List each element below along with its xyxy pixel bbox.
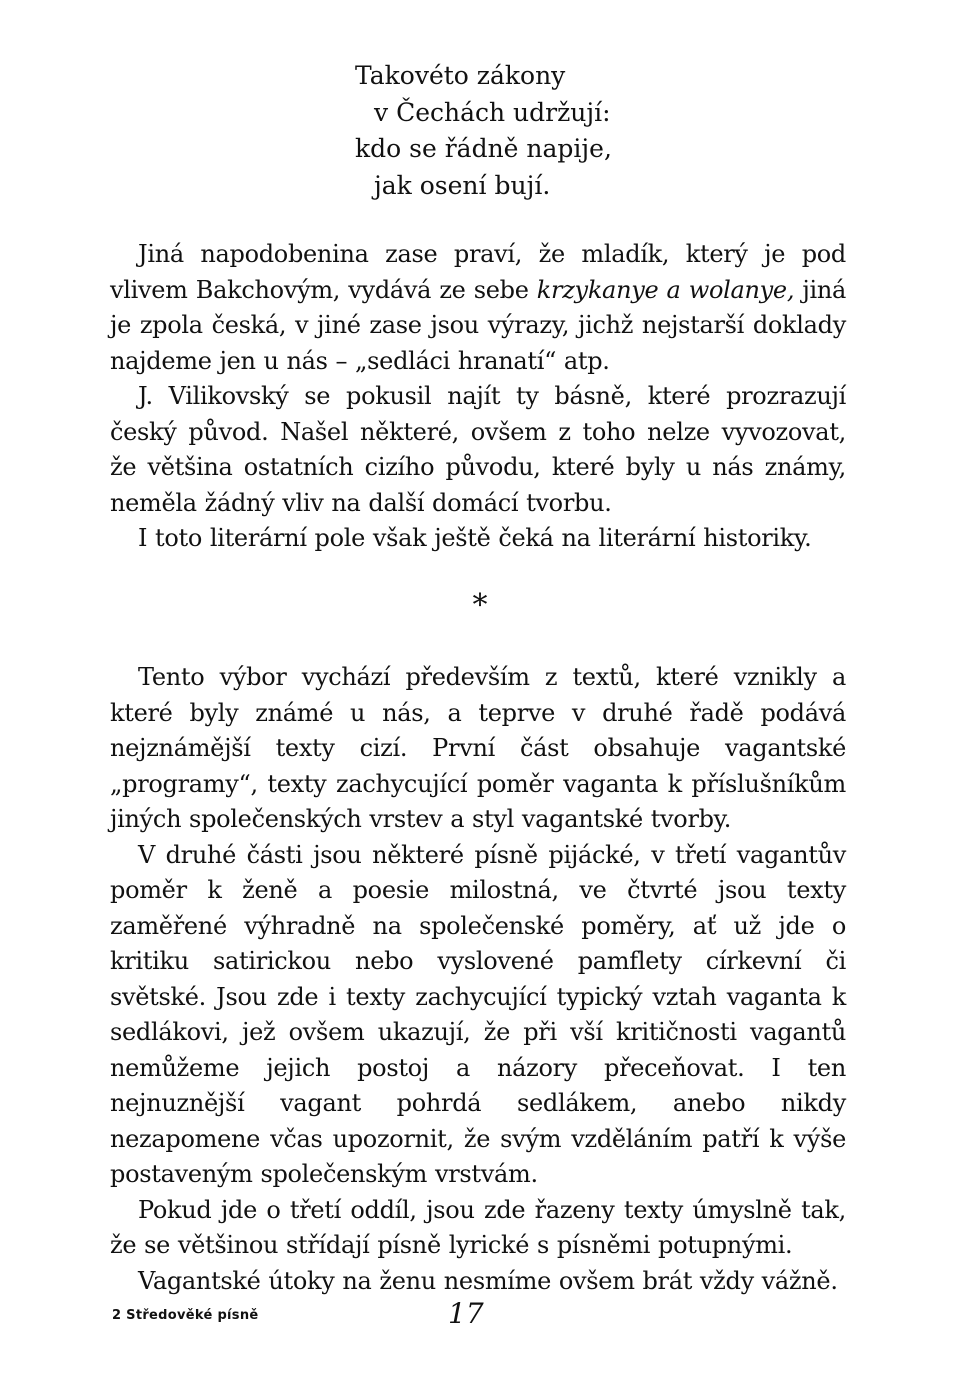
- section-1: [110, 237, 846, 557]
- paragraph-1-text-a: Jiná napodobenina zase praví, že mladík, který je pod vlivem Bakchovým, vydává ze sebe: [110, 240, 846, 304]
- printer-signature: 2 Středověké písně: [112, 1308, 259, 1323]
- verse-line-1: Takovéto zákony: [355, 61, 566, 90]
- verse-line-2: v Čechách udržují:: [374, 97, 611, 127]
- paragraph-5: V druhé části jsou některé písně pijácké, v třetí vagantův poměr k ženě a poesie milostná, ve čtvrté jsou texty zaměřené výhradně na společenské poměry, ať už jde o kritiku satirickou nebo vyslovené pamflety církevní či světské. Jsou zde i texty zachycující typický vztah vaganta k sedlákovi, jež ovšem ukazují, že při vší kritičnosti vagantů nemůžeme jejich postoj a názory přeceňovat. I ten nejnuznější vagant pohrdá sedlákem, anebo nikdy nezapomene včas upozornit, že svým vzděláním patří k výše postaveným společenským vrstvám.: [110, 840, 846, 1188]
- verse-block: [355, 58, 612, 204]
- section-separator: *: [472, 588, 488, 623]
- page-number: 17: [448, 1297, 484, 1330]
- paragraph-3: I toto literární pole však ještě čeká na literární historiky.: [138, 524, 812, 552]
- paragraph-1: [110, 237, 846, 379]
- paragraph-1-text-b: jiná je zpola česká, v jiné zase jsou výrazy, jichž nejstarší doklady najdeme jen u nás – „sedláci hranatí“ atp.: [110, 275, 847, 375]
- paragraph-1-emphasis: krzykanye a wolanye,: [536, 275, 795, 304]
- verse-line-4: jak osení bují.: [374, 170, 551, 200]
- section-2: [110, 660, 846, 1299]
- paragraph-7: Vagantské útoky na ženu nesmíme ovšem brát vždy vážně.: [138, 1266, 838, 1295]
- verse-line-3: kdo se řádně napije,: [355, 134, 612, 163]
- paragraph-2: J. Vilikovský se pokusil najít ty básně, které prozrazují český původ. Našel některé, ovšem z toho nelze vyvozovat, že většina ostatních cizího původu, které byly u nás známy, neměla žádný vliv na další domácí tvorbu.: [110, 382, 846, 517]
- paragraph-4: Tento výbor vychází především z textů, které vznikly a které byly známé u nás, a teprve v druhé řadě podává nejznámější texty cizí. První část obsahuje vagantské „programy“, texty zachycující poměr vaganta k příslušníkům jiných společenských vrstev a styl vagantské tvorby.: [110, 663, 846, 833]
- paragraph-6: Pokud jde o třetí oddíl, jsou zde řazeny texty úmyslně tak, že se většinou střídají písně lyrické s písněmi potupnými.: [110, 1195, 846, 1259]
